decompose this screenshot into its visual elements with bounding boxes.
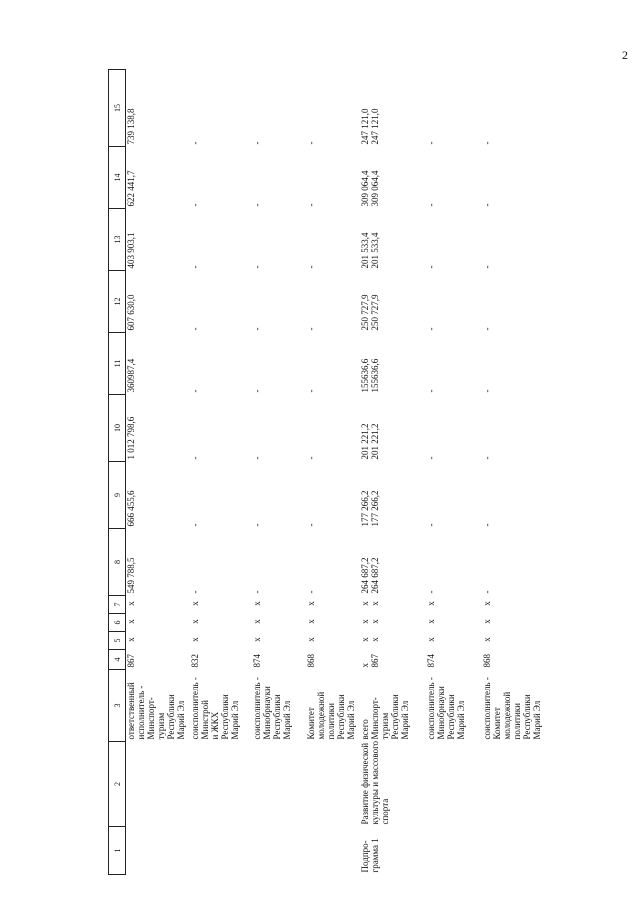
- table-cell-8: -: [425, 590, 436, 594]
- table-cell-3: ответственный исполнитель - Минспорт- туризм Республики Марий Эл: [126, 682, 186, 740]
- table-cell-8: -: [251, 590, 262, 594]
- col-header: 13: [109, 209, 126, 271]
- table-cell-15: 739 138,8: [126, 108, 136, 145]
- table-cell-14: -: [425, 203, 436, 207]
- table-cell-6: x: [126, 619, 136, 624]
- table-cell-7: x: [305, 601, 316, 606]
- table-cell-4: 867: [126, 654, 136, 668]
- table-cell-8: -: [481, 590, 492, 594]
- table-cell-8: -: [189, 590, 200, 594]
- table-cell-15: -: [481, 141, 492, 145]
- table-cell-1: [482, 827, 546, 875]
- table-body: [126, 70, 546, 875]
- table-row: [306, 70, 360, 875]
- table-cell-5: x: [425, 637, 436, 642]
- table-cell-14: -: [305, 203, 316, 207]
- table-cell-3: всего Минспорт- туризм Республики Марий Эл: [359, 694, 410, 740]
- col-header: 4: [109, 650, 126, 670]
- table-row: [482, 70, 546, 875]
- table-cell-2: [190, 742, 252, 827]
- table-cell-9: -: [481, 523, 492, 527]
- table-cell-14: -: [481, 203, 492, 207]
- col-header: 3: [109, 670, 126, 742]
- table-cell-14: 622 441,7: [126, 170, 136, 207]
- table-cell-6: x: [425, 619, 436, 624]
- col-header: 6: [109, 614, 126, 632]
- table-cell-15: -: [189, 141, 200, 145]
- table-row: [426, 70, 482, 875]
- table-cell-9: -: [189, 523, 200, 527]
- table-cell-12: -: [481, 327, 492, 331]
- table-cell-2: [306, 742, 360, 827]
- table-cell-3: Комитет молодежной политики Республики Марий Эл: [305, 691, 356, 740]
- table-cell-12: 607 630,0: [126, 294, 136, 331]
- col-header: 8: [109, 529, 126, 596]
- table-cell-2: [482, 742, 546, 827]
- table-cell-6: x: [189, 619, 200, 624]
- table-cell-15: -: [251, 141, 262, 145]
- table-cell-12: -: [189, 327, 200, 331]
- table-cell-10: 1 012 798,6: [126, 416, 136, 460]
- table-cell-7: x x: [359, 601, 380, 606]
- table-cell-7: x: [189, 601, 200, 606]
- table-cell-1: [306, 827, 360, 875]
- table-cell-6: x x: [359, 619, 380, 624]
- table-cell-7: x: [251, 601, 262, 606]
- table-cell-9: -: [251, 523, 262, 527]
- table-cell-4: 832: [189, 654, 200, 668]
- table-cell-12: -: [425, 327, 436, 331]
- table-cell-4: 868: [305, 654, 316, 668]
- table-cell-5: x: [481, 637, 492, 642]
- table-row: [252, 70, 306, 875]
- table-cell-4: 874: [425, 654, 436, 668]
- table-cell-13: -: [481, 265, 492, 269]
- col-header: 9: [109, 462, 126, 529]
- table-cell-6: x: [305, 619, 316, 624]
- table-cell-11: -: [305, 389, 316, 393]
- table-cell-5: x: [251, 637, 262, 642]
- table-cell-7: x: [481, 601, 492, 606]
- col-header: 15: [109, 70, 126, 147]
- table-cell-5: x: [126, 637, 136, 642]
- table-cell-8: 264 687,2 264 687,2: [359, 557, 380, 594]
- table-cell-11: -: [189, 389, 200, 393]
- table-cell-1: [252, 827, 306, 875]
- table-cell-11: 360987,4: [126, 358, 136, 393]
- table-cell-1: [126, 827, 190, 875]
- table-cell-15: -: [305, 141, 316, 145]
- table-cell-14: -: [189, 203, 200, 207]
- table-cell-5: x x: [359, 637, 380, 642]
- table-cell-6: x: [481, 619, 492, 624]
- page-number: 2: [622, 48, 628, 62]
- table-cell-3: соисполнитель - Минобрнауки Республики Марий Эл: [425, 677, 466, 740]
- table-cell-11: -: [481, 389, 492, 393]
- table-cell-6: x: [251, 619, 262, 624]
- col-header: 11: [109, 333, 126, 395]
- table-cell-2: [426, 742, 482, 827]
- table-cell-5: x: [305, 637, 316, 642]
- col-header: 2: [109, 742, 126, 827]
- table-cell-11: -: [425, 389, 436, 393]
- table-cell-1: [190, 827, 252, 875]
- table-cell-7: x: [425, 601, 436, 606]
- table-cell-13: -: [425, 265, 436, 269]
- table-cell-10: -: [481, 456, 492, 460]
- header-row: [109, 70, 126, 875]
- table-cell-14: 309 064,4 309 064,4: [359, 170, 380, 207]
- rotated-table-wrapper: [108, 90, 542, 875]
- table-cell-3: соисполнитель - Минобрнауки Республики Марий Эл: [251, 677, 292, 740]
- table-cell-8: -: [305, 590, 316, 594]
- table-cell-3: соисполнитель - Минстрой и ЖКХ Республики Марий Эл: [189, 677, 240, 740]
- col-header: 5: [109, 632, 126, 650]
- table-cell-5: x: [189, 637, 200, 642]
- table-cell-13: -: [251, 265, 262, 269]
- table-cell-1: Подпро- грамма 1: [359, 838, 380, 873]
- table-cell-12: -: [251, 327, 262, 331]
- table-row: [190, 70, 252, 875]
- table-cell-9: -: [425, 523, 436, 527]
- table-cell-10: -: [251, 456, 262, 460]
- table-cell-10: -: [189, 456, 200, 460]
- table-cell-2: [252, 742, 306, 827]
- table-row: [360, 70, 426, 875]
- table-cell-10: -: [425, 456, 436, 460]
- table-cell-11: 155636,6 155636,6: [359, 358, 380, 393]
- col-header: 14: [109, 147, 126, 209]
- table-cell-7: x: [126, 601, 136, 606]
- table-cell-10: 201 221,2 201 221,2: [359, 423, 380, 460]
- table-cell-8: 549 788,5: [126, 557, 136, 594]
- table-cell-9: -: [305, 523, 316, 527]
- table-cell-4: 868: [481, 654, 492, 668]
- table-cell-13: -: [189, 265, 200, 269]
- table-cell-15: 247 121,0 247 121,0: [359, 108, 380, 145]
- table-cell-2: Развитие физической культуры и массового спорта: [359, 740, 390, 825]
- table-cell-13: 403 903,1: [126, 232, 136, 269]
- table-cell-13: 201 533,4 201 533,4: [359, 232, 380, 269]
- table-cell-9: 666 455,6: [126, 490, 136, 527]
- table-cell-1: [426, 827, 482, 875]
- table-cell-3: соисполнитель - Комитет молодежной политики Республики Марий Эл: [481, 677, 542, 740]
- table-cell-11: -: [251, 389, 262, 393]
- table-cell-9: 177 266,2 177 266,2: [359, 490, 380, 527]
- col-header: 7: [109, 596, 126, 614]
- budget-table: [108, 69, 546, 875]
- table-cell-2: [126, 742, 190, 827]
- col-header: 1: [109, 827, 126, 875]
- table-cell-4: x 867: [359, 654, 380, 668]
- col-header: 10: [109, 395, 126, 462]
- col-header: 12: [109, 271, 126, 333]
- table-row: [126, 70, 190, 875]
- table-cell-4: 874: [251, 654, 262, 668]
- table-cell-15: -: [425, 141, 436, 145]
- table-cell-14: -: [251, 203, 262, 207]
- table-cell-13: -: [305, 265, 316, 269]
- table-cell-12: 250 727,9 250 727,9: [359, 294, 380, 331]
- table-cell-12: -: [305, 327, 316, 331]
- table-cell-10: -: [305, 456, 316, 460]
